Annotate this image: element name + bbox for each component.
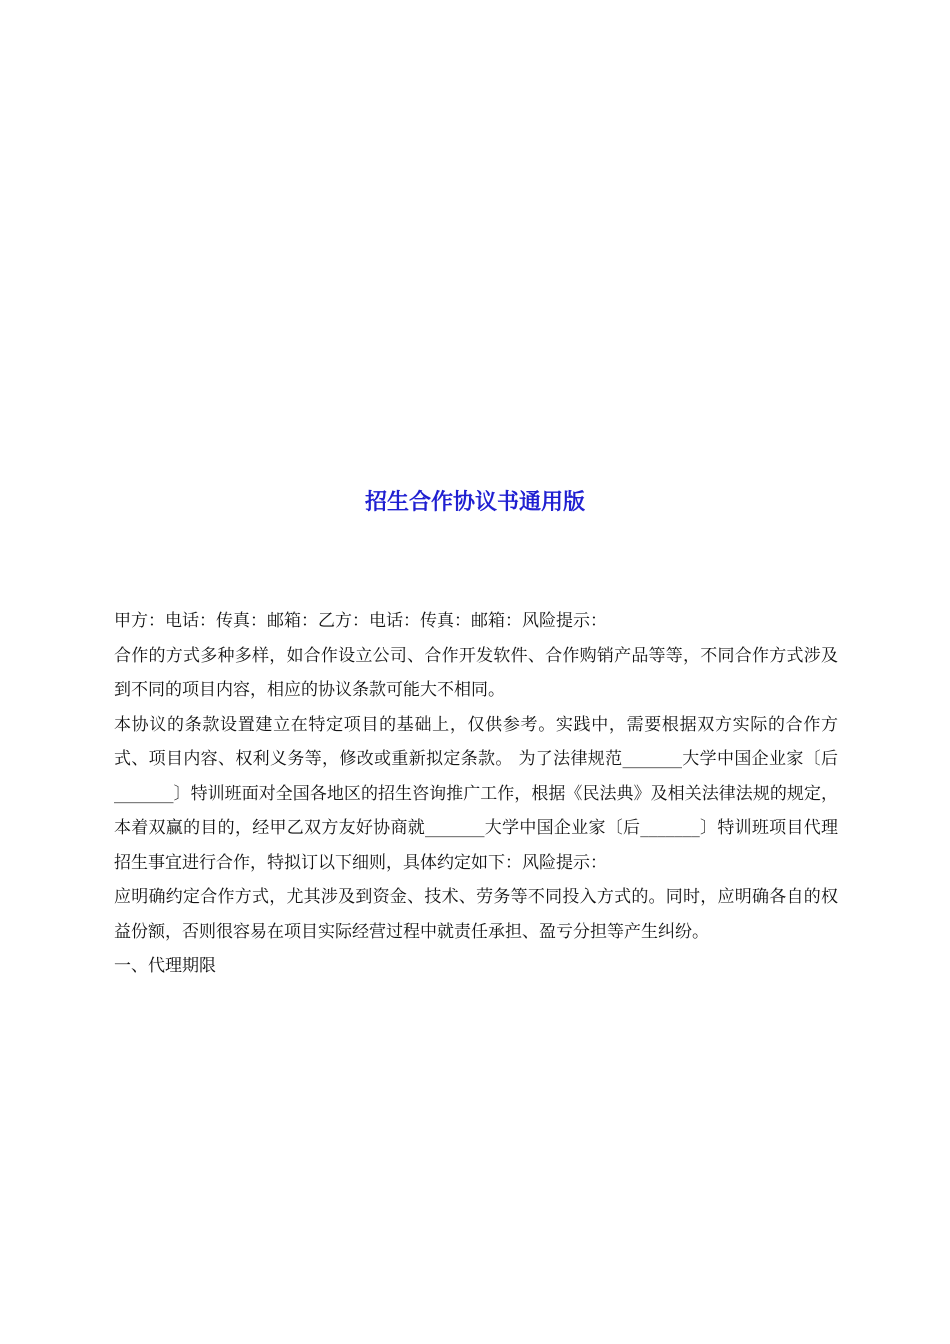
agreement-intro-paragraph: 本协议的条款设置建立在特定项目的基础上，仅供参考。实践中，需要根据双方实际的合作方式、项目内容、权利义务等，修改或重新拟定条款。 为了法律规范_______大学中国企业家〔后_______〕特训班面对全国各地区的招生咨询推广工作，根据《民法典》及相关法律法规的规定，本着双赢的目的，经甲乙双方友好协商就_______大学中国企业家〔后_______〕特训班项目代理招生事宜进行合作，特拟订以下细则，具体约定如下：风险提示： [114, 714, 838, 873]
document-title: 招生合作协议书通用版 [364, 490, 585, 515]
document-body [114, 604, 838, 984]
cooperation-method-paragraph: 应明确约定合作方式，尤其涉及到资金、技术、劳务等不同投入方式的。同时，应明确各自的权益份额，否则很容易在项目实际经营过程中就责任承担、盈亏分担等产生纠纷。 [114, 887, 838, 942]
section-heading-agency-term: 一、代理期限 [114, 956, 216, 976]
cooperation-risk-paragraph: 合作的方式多种多样，如合作设立公司、合作开发软件、合作购销产品等等，不同合作方式涉及到不同的项目内容，相应的协议条款可能大不相同。 [114, 645, 838, 700]
party-info-paragraph: 甲方：电话：传真：邮箱：乙方：电话：传真：邮箱：风险提示： [114, 611, 607, 631]
